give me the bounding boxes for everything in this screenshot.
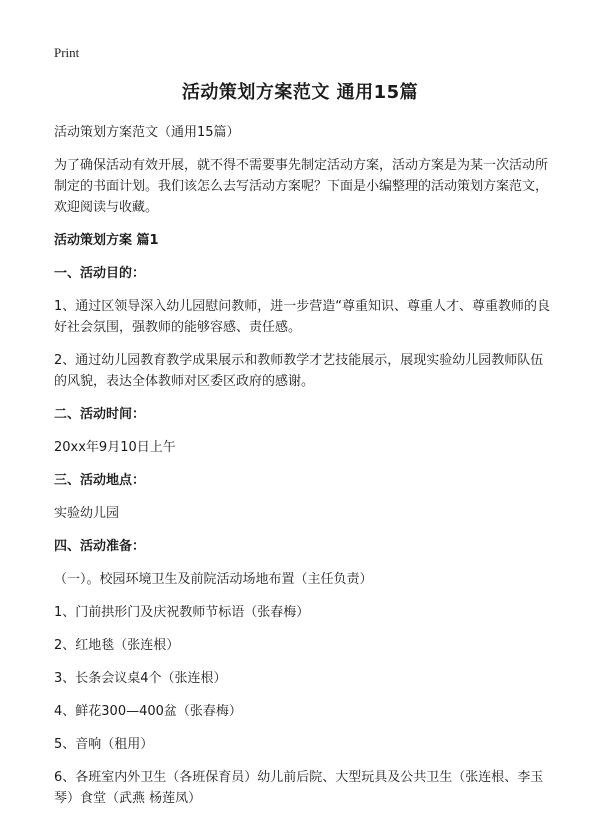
page-title: 活动策划方案范文 通用15篇	[181, 82, 419, 103]
event-time: 20xx年9月10日上午	[54, 440, 176, 455]
section-title: 活动策划方案 篇1	[54, 233, 159, 248]
heading-purpose: 一、活动目的：	[54, 266, 146, 281]
document-body	[54, 122, 554, 821]
purpose-paragraph-2: 2、通过幼儿园教育教学成果展示和教师教学才艺技能展示，展现实验幼儿园教师队伍的风貌，表达全体教师对区委区政府的感谢。	[54, 353, 544, 389]
document-subtitle: 活动策划方案范文（通用15篇）	[54, 125, 240, 140]
list-item: 5、音响（租用）	[54, 737, 154, 752]
list-item: 2、红地毯（张连根）	[54, 638, 180, 653]
list-item: 4、鲜花300—400盆（张春梅）	[54, 704, 242, 719]
list-item: 1、门前拱形门及庆祝教师节标语（张春梅）	[54, 605, 310, 620]
heading-place: 三、活动地点：	[54, 473, 146, 488]
heading-preparation: 四、活动准备：	[54, 539, 146, 554]
list-item: 3、长条会议桌4个（张连根）	[54, 671, 227, 686]
list-item: 6、各班室内外卫生（各班保育员）幼儿前后院、大型玩具及公共卫生（张连根、李玉琴）食堂（武燕 杨莲凤）	[54, 770, 544, 806]
purpose-paragraph-1: 1、通过区领导深入幼儿园慰问教师，进一步营造“尊重知识、尊重人才、尊重教师的良好社会氛围，强教师的能够容感、责任感。	[54, 299, 551, 335]
heading-time: 二、活动时间：	[54, 407, 146, 422]
preparation-intro: （一）。校园环境卫生及前院活动场地布置（主任负责）	[54, 572, 373, 587]
event-place: 实验幼儿园	[54, 506, 120, 521]
print-link[interactable]: Print	[54, 45, 80, 60]
intro-paragraph: 为了确保活动有效开展，就不得不需要事先制定活动方案，活动方案是为某一次活动所制定的书面计划。我们该怎么去写活动方案呢？下面是小编整理的活动策划方案范文，欢迎阅读与收藏。	[54, 158, 549, 215]
